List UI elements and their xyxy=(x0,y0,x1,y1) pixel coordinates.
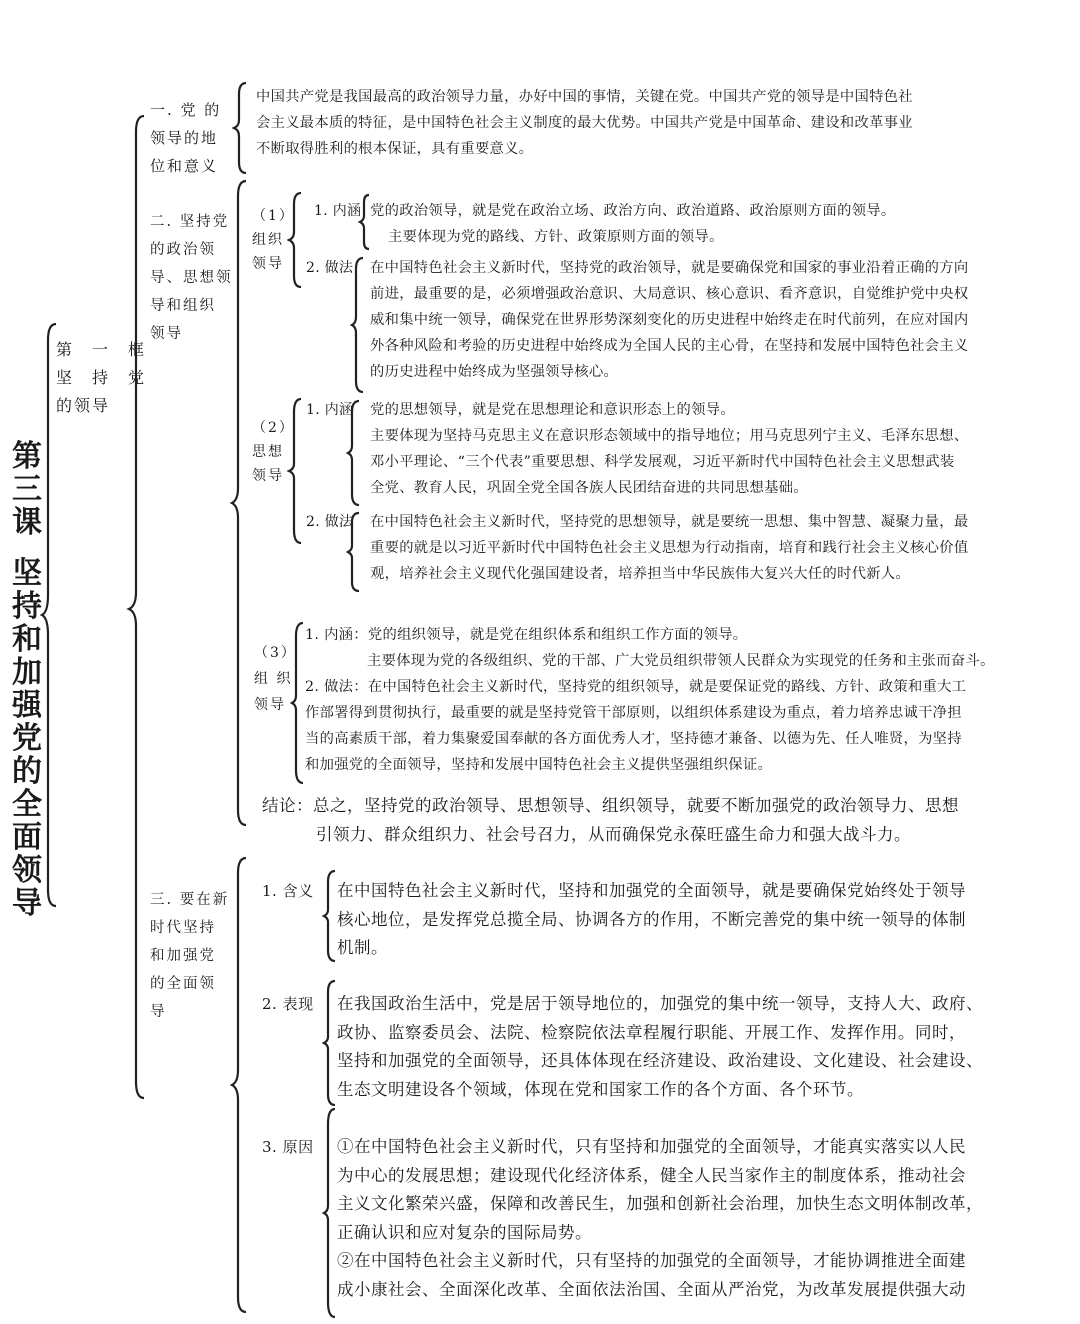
sec3-label-line: 和加强党 xyxy=(150,948,216,964)
reason-line: ①在中国特色社会主义新时代，只有坚持和加强党的全面领导，才能真实落实以人民 xyxy=(337,1137,966,1156)
sec3-label-line: 三. 要在新 xyxy=(150,892,230,908)
organizational-label-line: 组 织 xyxy=(254,671,293,687)
ideological-label-line: 领导 xyxy=(252,468,284,484)
conclusion-line: 引领力、群众组织力、社会号召力，从而确保党永葆旺盛生命力和强大战斗力。 xyxy=(316,824,911,844)
brace-reason xyxy=(322,1106,338,1320)
title-char: 导 xyxy=(12,886,42,921)
sec1-label-line: 位和意义 xyxy=(150,157,219,175)
political-connotation-text xyxy=(370,198,895,250)
sec3-label xyxy=(150,886,229,1026)
brace-meaning xyxy=(322,868,338,964)
brace-sec2 xyxy=(230,178,250,828)
frame-label-line: 的领导 xyxy=(56,396,111,415)
political-label xyxy=(252,204,295,276)
ideological-practice-line: 重要的就是以习近平新时代中国特色社会主义思想为行动指南，培育和践行社会主义核心价值 xyxy=(370,540,969,556)
title-char: 和 xyxy=(12,622,42,657)
sec1-text-line: 不断取得胜利的根本保证，具有重要意义。 xyxy=(256,141,534,157)
meaning-line: 在中国特色社会主义新时代，坚持和加强党的全面领导，就是要确保党始终处于领导 xyxy=(337,881,966,900)
meaning-line: 核心地位，是发挥党总揽全局、协调各方的作用，不断完善党的集中统一领导的体制 xyxy=(337,909,966,929)
political-connotation-line: 主要体现为党的路线、方针、政策原则方面的领导。 xyxy=(388,229,724,245)
sec1-label-line: 一. 党 的 xyxy=(150,101,222,119)
ideological-connotation-line: 邓小平理论、“三个代表”重要思想、科学发展观，习近平新时代中国特色社会主义思想武装 xyxy=(370,454,955,470)
reason-line: ②在中国特色社会主义新时代，只有坚持的加强党的全面领导，才能协调推进全面建 xyxy=(337,1251,966,1271)
ideological-practice-label: 2. 做法 xyxy=(306,514,354,530)
meaning-label: 1. 含义 xyxy=(262,882,314,900)
organizational-line: 和加强党的全面领导，坚持和发展中国特色社会主义提供坚强组织保证。 xyxy=(305,757,773,773)
sec2-label-line: 导、思想领 xyxy=(150,270,233,286)
sec2-label-line: 的政治领 xyxy=(150,242,216,258)
reason-line: 主义文化繁荣兴盛，保障和改善民生，加强和创新社会治理，加快生态文明体制改革， xyxy=(337,1194,983,1214)
title-char: 坚 xyxy=(12,556,42,591)
title-char: 课 xyxy=(12,505,42,540)
sec1-text-line: 中国共产党是我国最高的政治领导力量，办好中国的事情，关键在党。中国共产党的领导是中国特色社 xyxy=(256,89,913,105)
political-label-line: 领导 xyxy=(252,256,284,272)
sec3-label-line: 时代坚持 xyxy=(150,920,216,936)
political-practice-text xyxy=(370,255,968,385)
sec2-label xyxy=(150,208,233,348)
brace-sec1 xyxy=(232,80,250,176)
manifest-label: 2. 表现 xyxy=(262,995,314,1013)
political-connotation-label: 1. 内涵 xyxy=(314,203,362,219)
title-char: 的 xyxy=(12,754,42,789)
ideological-connotation-line: 党的思想领导，就是党在思想理论和意识形态上的领导。 xyxy=(370,402,735,418)
title-char: 面 xyxy=(12,820,42,855)
sec1-label-line: 领导的地 xyxy=(150,129,219,147)
ideological-connotation-line: 主要体现为坚持马克思主义在意识形态领域中的指导地位；用马克思列宁主义、毛泽东思想、 xyxy=(370,428,969,444)
manifest-text xyxy=(337,990,983,1104)
brace-frame xyxy=(126,112,148,1102)
reason-line: 成小康社会、全面深化改革、全面依法治国、全面从严治党，为改革发展提供强大动 xyxy=(337,1279,966,1299)
sec2-label-line: 导和组织 xyxy=(150,298,216,314)
brace-manifest xyxy=(322,978,338,1108)
ideological-practice-line: 在中国特色社会主义新时代，坚持党的思想领导，就是要统一思想、集中智慧、凝聚力量，最 xyxy=(370,514,969,530)
organizational-text xyxy=(305,622,995,778)
title-char: 加 xyxy=(12,655,42,690)
frame-label-line: 第 一 框 xyxy=(56,340,147,359)
conclusion-text xyxy=(262,792,959,849)
sec1-label xyxy=(150,96,221,180)
title-char: 党 xyxy=(12,721,42,756)
title-char: 强 xyxy=(12,688,42,723)
political-practice-line: 威和集中统一领导，确保党在世界形势深刻变化的历史进程中始终走在时代前列，在应对国内 xyxy=(370,312,969,328)
political-practice-label: 2. 做法 xyxy=(306,260,354,276)
brace-sec3 xyxy=(230,855,250,1315)
meaning-text xyxy=(337,877,966,963)
organizational-line: 作部署得到贯彻执行，最重要的就是坚持党管干部原则，以组织体系建设为重点，着力培养忠诚干净担 xyxy=(305,705,962,721)
organizational-label-line: （3） xyxy=(254,645,297,661)
manifest-line: 政协、监察委员会、法院、检察院依法章程履行职能、开展工作、发挥作用。同时， xyxy=(337,1022,966,1042)
title-char: 第 xyxy=(12,439,42,474)
political-connotation-line: 党的政治领导，就是党在政治立场、政治方向、政治道路、政治原则方面的领导。 xyxy=(370,203,896,219)
ideological-label xyxy=(252,416,295,488)
ideological-connotation-text xyxy=(370,397,968,501)
organizational-label-line: 领导 xyxy=(254,697,286,713)
sec2-label-line: 二. 坚持党 xyxy=(150,214,230,230)
organizational-line: 主要体现为党的各级组织、党的干部、广大党员组织带领人民群众为实现党的任务和主张而奋斗。 xyxy=(367,653,995,669)
sec3-label-line: 的全面领 xyxy=(150,976,216,992)
reason-text xyxy=(337,1133,983,1305)
political-practice-line: 在中国特色社会主义新时代，坚持党的政治领导，就是要确保党和国家的事业沿着正确的方向 xyxy=(370,260,969,276)
sec2-label-line: 领导 xyxy=(150,326,183,342)
reason-line: 正确认识和应对复杂的国际局势。 xyxy=(337,1222,592,1242)
political-practice-line: 外各种风险和考验的历史进程中始终成为全国人民的主心骨，在坚持和发展中国特色社会主义 xyxy=(370,338,969,354)
organizational-line: 1. 内涵：党的组织领导，就是党在组织体系和组织工作方面的领导。 xyxy=(305,627,748,643)
ideological-practice-text xyxy=(370,509,968,587)
manifest-line: 在我国政治生活中，党是居于领导地位的，加强党的集中统一领导，支持人大、政府、 xyxy=(337,994,983,1013)
ideological-connotation-label: 1. 内涵 xyxy=(306,402,354,418)
sec3-label-line: 导 xyxy=(150,1004,167,1020)
reason-line: 为中心的发展思想；建设现代化经济体系，健全人民当家作主的制度体系，推动社会 xyxy=(337,1165,966,1185)
frame-label-line: 坚 持 党 xyxy=(56,368,147,387)
conclusion-line: 结论：总之，坚持党的政治领导、思想领导、组织领导，就要不断加强党的政治领导力、思想 xyxy=(262,796,959,815)
frame-label xyxy=(56,336,146,420)
ideological-practice-line: 观，培养社会主义现代化强国建设者，培养担当中华民族伟大复兴大任的时代新人。 xyxy=(370,566,911,582)
political-label-line: 组织 xyxy=(252,232,284,248)
meaning-line: 机制。 xyxy=(337,938,388,958)
title-char: 持 xyxy=(12,589,42,624)
title-char: 领 xyxy=(12,853,42,888)
sec1-text xyxy=(256,84,913,162)
ideological-connotation-line: 全党、教育人民，巩固全党全国各族人民团结奋进的共同思想基础。 xyxy=(370,480,808,496)
organizational-label xyxy=(254,640,297,718)
sec1-text-line: 会主义最本质的特征，是中国特色社会主义制度的最大优势。中国共产党是中国革命、建设和改革事业 xyxy=(256,115,913,131)
political-practice-line: 前进，最重要的是，必须增强政治意识、大局意识、核心意识、看齐意识，自觉维护党中央权 xyxy=(370,286,969,302)
political-label-line: （1） xyxy=(252,208,295,224)
ideological-label-line: 思想 xyxy=(252,444,284,460)
title-char: 三 xyxy=(12,472,42,507)
political-practice-line: 的历史进程中始终成为坚强领导核心。 xyxy=(370,364,619,380)
organizational-line: 2. 做法：在中国特色社会主义新时代，坚持党的组织领导，就是要保证党的路线、方针、政策和重大工 xyxy=(305,679,967,695)
ideological-label-line: （2） xyxy=(252,420,295,436)
reason-label: 3. 原因 xyxy=(262,1138,314,1156)
organizational-line: 当的高素质干部，着力集聚爱国奉献的各方面优秀人才，坚持德才兼备、以德为先、任人唯贤，为坚持 xyxy=(305,731,962,747)
manifest-line: 坚持和加强党的全面领导，还具体体现在经济建设、政治建设、文化建设、社会建设、 xyxy=(337,1051,983,1071)
title-char: 全 xyxy=(12,787,42,822)
manifest-line: 生态文明建设各个领域，体现在党和国家工作的各个方面、各个环节。 xyxy=(337,1079,864,1099)
